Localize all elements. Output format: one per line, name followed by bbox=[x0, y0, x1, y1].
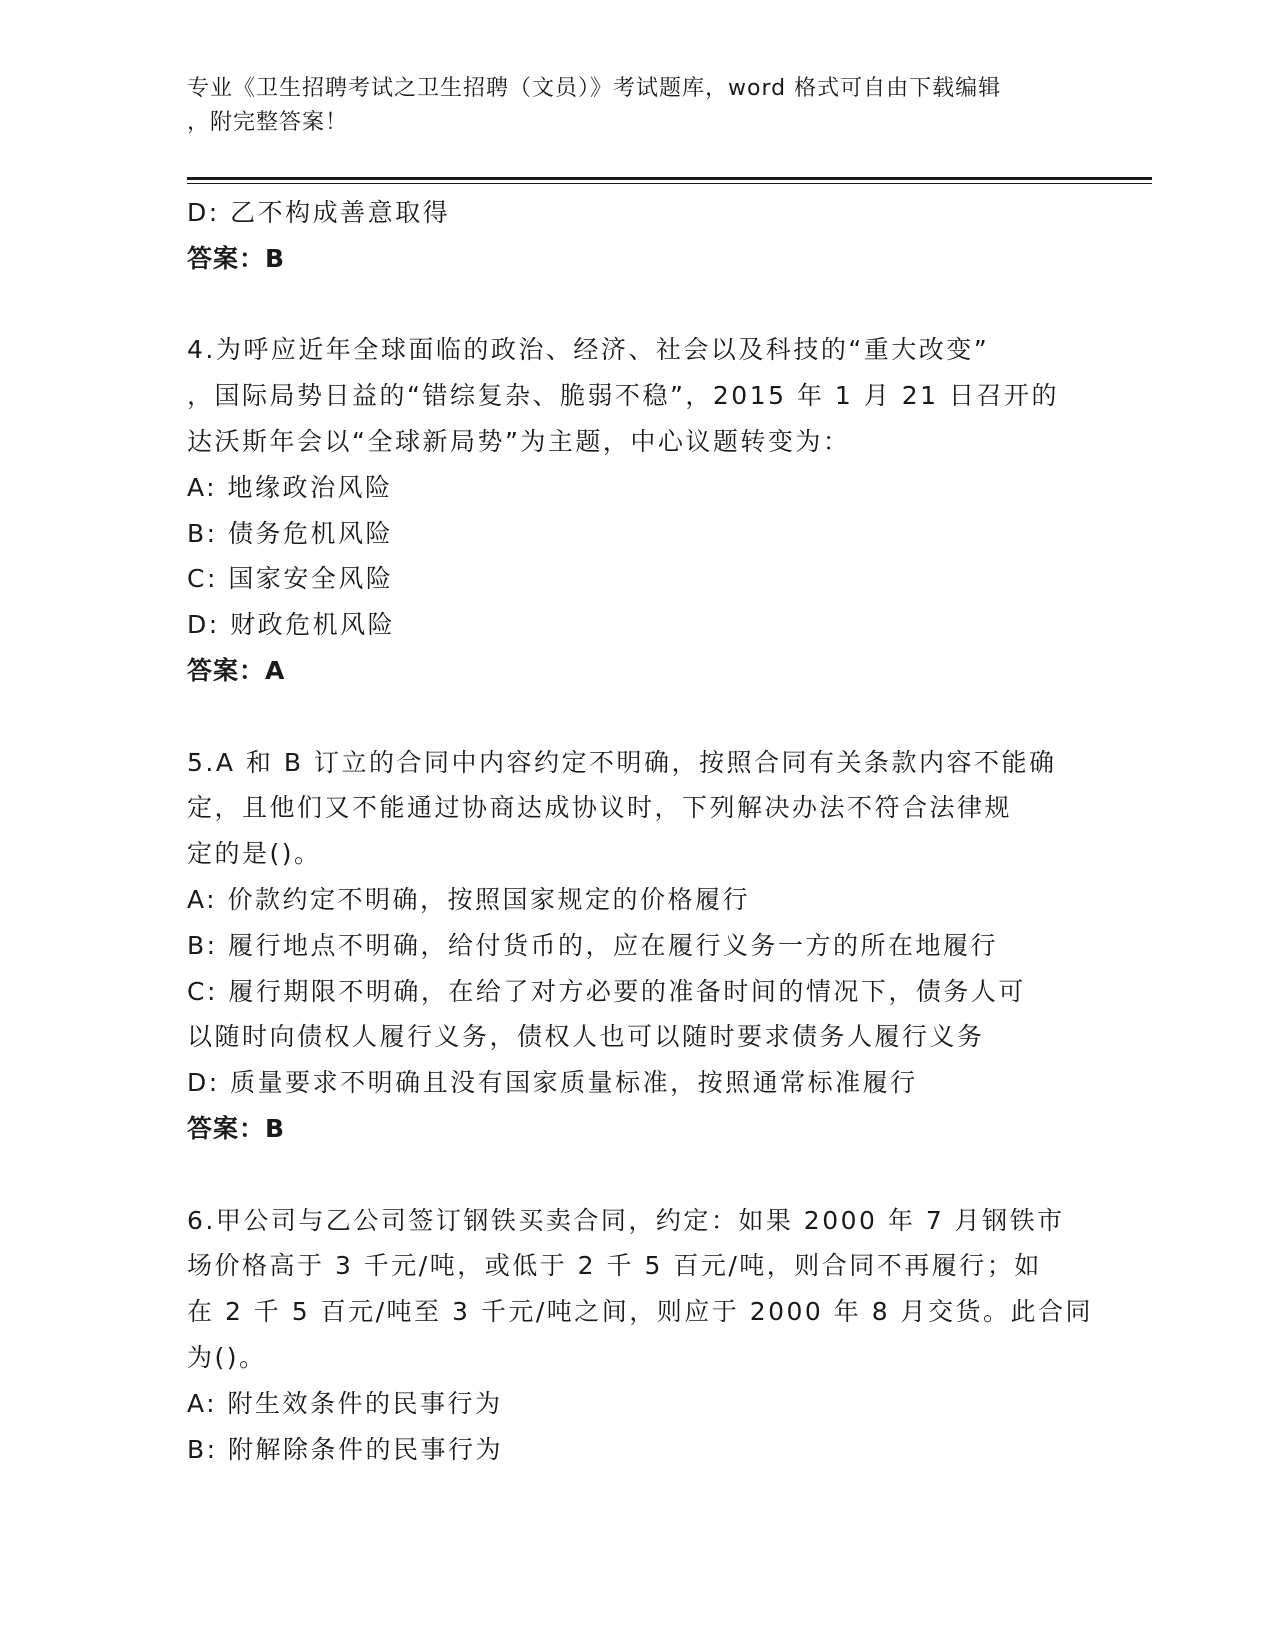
question-stem-line: 6.甲公司与乙公司签订钢铁买卖合同，约定：如果 2000 年 7 月钢铁市 bbox=[187, 1205, 1065, 1235]
option-b: B: 债务危机风险 bbox=[187, 518, 394, 548]
question-stem-line: 场价格高于 3 千元/吨，或低于 2 千 5 百元/吨，则合同不再履行；如 bbox=[187, 1251, 1042, 1281]
spacer bbox=[187, 694, 1087, 740]
option-d: D: 财政危机风险 bbox=[187, 610, 396, 640]
question-stem-line: 达沃斯年会以“全球新局势”为主题，中心议题转变为： bbox=[187, 426, 851, 456]
option-a: A: 附生效条件的民事行为 bbox=[187, 1388, 503, 1418]
spacer bbox=[187, 1152, 1087, 1198]
question-stem-line: ，国际局势日益的“错综复杂、脆弱不稳”，2015 年 1 月 21 日召开的 bbox=[187, 381, 1059, 411]
question-stem-line: 定的是()。 bbox=[187, 839, 322, 869]
option-c: C: 国家安全风险 bbox=[187, 564, 394, 594]
answer-line: 答案：B bbox=[187, 1113, 286, 1143]
document-body bbox=[187, 190, 1094, 1472]
option-d: D: 乙不构成善意取得 bbox=[187, 198, 451, 227]
question-stem-line: 4.为呼应近年全球面临的政治、经济、社会以及科技的“重大改变” bbox=[187, 335, 990, 365]
header-divider-thick bbox=[187, 177, 1152, 180]
option-a: A: 地缘政治风险 bbox=[187, 472, 393, 502]
option-c-continued: 以随时向债权人履行义务，债权人也可以随时要求债务人履行义务 bbox=[187, 1022, 985, 1052]
header-line-1: 专业《卫生招聘考试之卫生招聘（文员）》考试题库，word 格式可自由下载编辑 bbox=[187, 76, 1002, 101]
header-divider-thin bbox=[187, 183, 1152, 184]
option-b: B: 附解除条件的民事行为 bbox=[187, 1434, 504, 1464]
option-a: A: 价款约定不明确，按照国家规定的价格履行 bbox=[187, 884, 751, 914]
question-stem-line: 在 2 千 5 百元/吨至 3 千元/吨之间，则应于 2000 年 8 月交货。此合同 bbox=[187, 1297, 1094, 1327]
header-line-2: ，附完整答案！ bbox=[187, 110, 349, 135]
option-b: B: 履行地点不明确，给付货币的，应在履行义务一方的所在地履行 bbox=[187, 930, 999, 960]
answer-line: 答案：B bbox=[187, 243, 286, 273]
question-stem-line: 5.A 和 B 订立的合同中内容约定不明确，按照合同有关条款内容不能确 bbox=[187, 747, 1057, 777]
question-stem-line: 为()。 bbox=[187, 1342, 267, 1372]
option-c: C: 履行期限不明确，在给了对方必要的准备时间的情况下，债务人可 bbox=[187, 976, 1026, 1006]
question-stem-line: 定，且他们又不能通过协商达成协议时，下列解决办法不符合法律规 bbox=[187, 793, 1013, 823]
document-header bbox=[187, 72, 1087, 140]
answer-line: 答案：A bbox=[187, 655, 286, 685]
option-d: D: 质量要求不明确且没有国家质量标准，按照通常标准履行 bbox=[187, 1068, 918, 1098]
spacer bbox=[187, 282, 1087, 328]
